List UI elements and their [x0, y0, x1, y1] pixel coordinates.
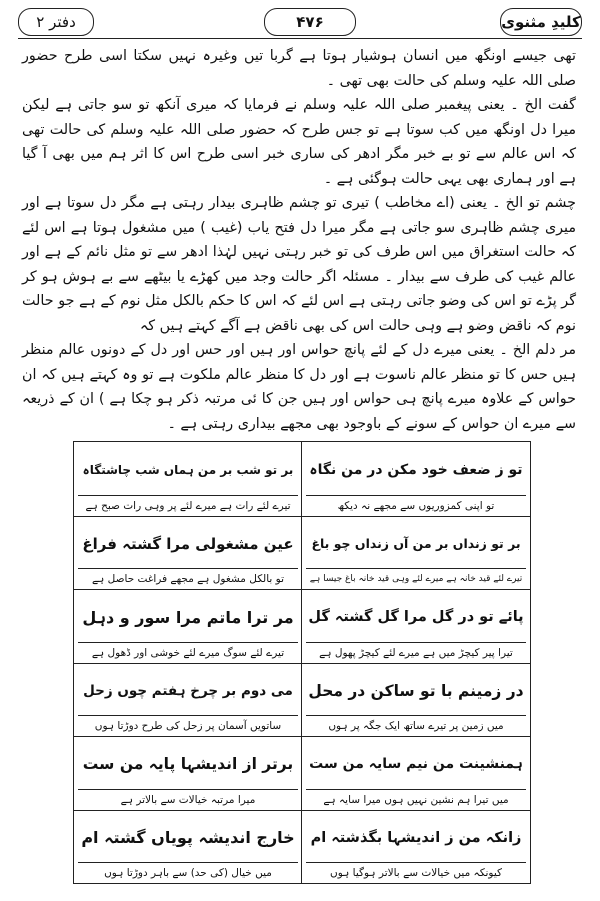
verse-row [74, 810, 530, 884]
verse-cell-right [301, 663, 530, 737]
verse-row [74, 516, 530, 591]
verse-translation: تیرے لئے رات ہے میرے لئے پر وہی رات صبح ہے [78, 495, 298, 516]
verse-translation: ساتویں آسمان پر زحل کی طرح دوڑتا ہوں [78, 715, 298, 736]
verse-cell-left [74, 589, 302, 663]
verse-text: تو ز ضعف خود مکن در من نگاہ [309, 462, 523, 478]
header-rule [18, 38, 582, 39]
verse-translation: میں خیال (کی حد) سے باہر دوڑتا ہوں [78, 862, 298, 883]
verse-translation: تو بالکل مشغول ہے مجھے فراغت حاصل ہے [78, 568, 298, 589]
verse-text: مر ترا ماتم مرا سور و دہل [82, 607, 294, 627]
verse-translation: کیونکہ میں خیالات سے بالاتر ہوگیا ہوں [306, 862, 526, 883]
verse-text: عین مشغولی مرا گشتہ فراغ [82, 534, 294, 553]
verse-translation: تیرا پیر کیچڑ میں ہے میرے لئے کیچڑ پھول ہے [306, 642, 526, 663]
verse-table [73, 441, 531, 884]
verse-text: برتر از اندیشہا پایہ من ست [82, 755, 294, 773]
paragraph-4: مر دلم الخ ۔ یعنی میرے دل کے لئے پانچ حواس اور ہیں اور حس اور دل کے دونوں عالم منظر ہیں حس کا تو منظر عالم ناسوت ہے اور دل کا منظر عالم ملکوت ہے تو وہ کہتے ہیں کہ ان حواس کے علاوہ میرے پانچ ہی حواس اور ہیں جن کا ئی مرتبہ ذکر ہو چکا ہے ) ان کے ذریعہ سے میرے ان حواس کے سونے کے باوجود بھی مجھے بیداری رہتی ہے ۔ [22, 342, 576, 432]
verse-text: خارج اندیشہ پویاں گشتہ ام [81, 828, 295, 847]
commentary-text [22, 44, 576, 436]
verse-text: در زمینم با تو ساکن در محل [308, 681, 524, 700]
page-number: ۴۷۶ [264, 8, 356, 36]
verse-cell-right [301, 736, 530, 810]
verse-text: ہمنشینت من نیم سایہ من ست [309, 756, 523, 772]
volume-label: دفتر ۲ [18, 8, 94, 36]
verse-cell-right [301, 516, 530, 590]
paragraph-2: گفت الخ ۔ یعنی پیغمبر صلی اللہ علیہ وسلم نے فرمایا کہ میری آنکھ تو سو جاتی ہے لیکن میرا دل اونگھ میں کب سوتا ہے تو جس طرح کہ حضور صلی اللہ علیہ وسلم کی حالت تھی کہ اس عالم سے تو بے خبر مگر ادھر کی ساری خبر اسی طرح اس کا اثر ہم میں بھی آ گیا ہے اور ہماری بھی یہی حالت ہوگئی ہے ۔ [22, 97, 576, 187]
verse-cell-right [301, 589, 530, 663]
verse-translation: میرا مرتبہ خیالات سے بالاتر ہے [78, 789, 298, 810]
verse-cell-left [74, 663, 302, 737]
page-header [18, 6, 582, 40]
verse-row [74, 663, 530, 738]
verse-cell-left [74, 516, 302, 590]
verse-cell-left [74, 736, 302, 810]
verse-cell-right [301, 810, 530, 884]
verse-cell-left [74, 442, 302, 516]
verse-text: زانکہ من ز اندیشہا بگذشتہ ام [310, 829, 522, 846]
verse-text: بر تو زنداں بر من آں زنداں چو باغ [311, 536, 521, 551]
verse-translation: تیرے لئے سوگ میرے لئے خوشی اور ڈھول ہے [78, 642, 298, 663]
verse-text: پائے تو در گل مرا گل گشتہ گل [308, 609, 524, 625]
book-title: کلیدِ مثنوی [500, 8, 582, 36]
verse-text: می دوم بر چرخ ہفتم چوں زحل [83, 682, 293, 699]
verse-cell-left [74, 810, 302, 884]
verse-cell-right [301, 442, 530, 516]
paragraph-3: چشم تو الخ ۔ یعنی (اے مخاطب ) تیری تو چشم ظاہری بیدار رہتی ہے مگر دل سوتا ہے اور میری چشم ظاہری سو جاتی ہے مگر میرا دل فتح یاب (غیب ) میں مشغول ہوتا ہے اس لئے کہ حالت استغراق میں اس طرف کی تو خبر رہتی نہیں لہٰذا ادھر سے تو مثل نائم کے ہے اور عالم غیب کی طرف سے بیدار ۔ مسئلہ اگر حالت وجد میں کھڑے یا بیٹھے سے بے ہوش ہو کر گر پڑے تو اس کی وضو جاتی رہتی ہے اس لئے کہ اس کا حکم بالکل مثل نوم کے ہے جو حالت نوم کہ ناقض وضو ہے وہی حالت اس کی بھی ناقض ہے آگے کہتے ہیں کہ [22, 195, 576, 334]
verse-row [74, 736, 530, 811]
verse-translation: تو اپنی کمزوریوں سے مجھے نہ دیکھ [306, 495, 526, 516]
verse-row [74, 589, 530, 664]
verse-translation: میں زمین پر تیرے ساتھ ایک جگہ پر ہوں [306, 715, 526, 736]
paragraph-1: تھی جیسے اونگھ میں انسان ہوشیار ہوتا ہے گربا تیں وغیرہ نہیں سکتا اسی طرح حضور صلی اللہ علیہ وسلم کی حالت بھی تھی ۔ [22, 48, 576, 89]
verse-translation: میں تیرا ہم نشین نہیں ہوں میرا سایہ ہے [306, 789, 526, 810]
verse-translation: تیرے لئے قید خانہ ہے میرے لئے وہی قید خانہ باغ جیسا ہے [306, 568, 526, 589]
verse-row [74, 442, 530, 517]
verse-text: بر تو شب بر من ہماں شب چاشتگاہ [82, 463, 294, 477]
